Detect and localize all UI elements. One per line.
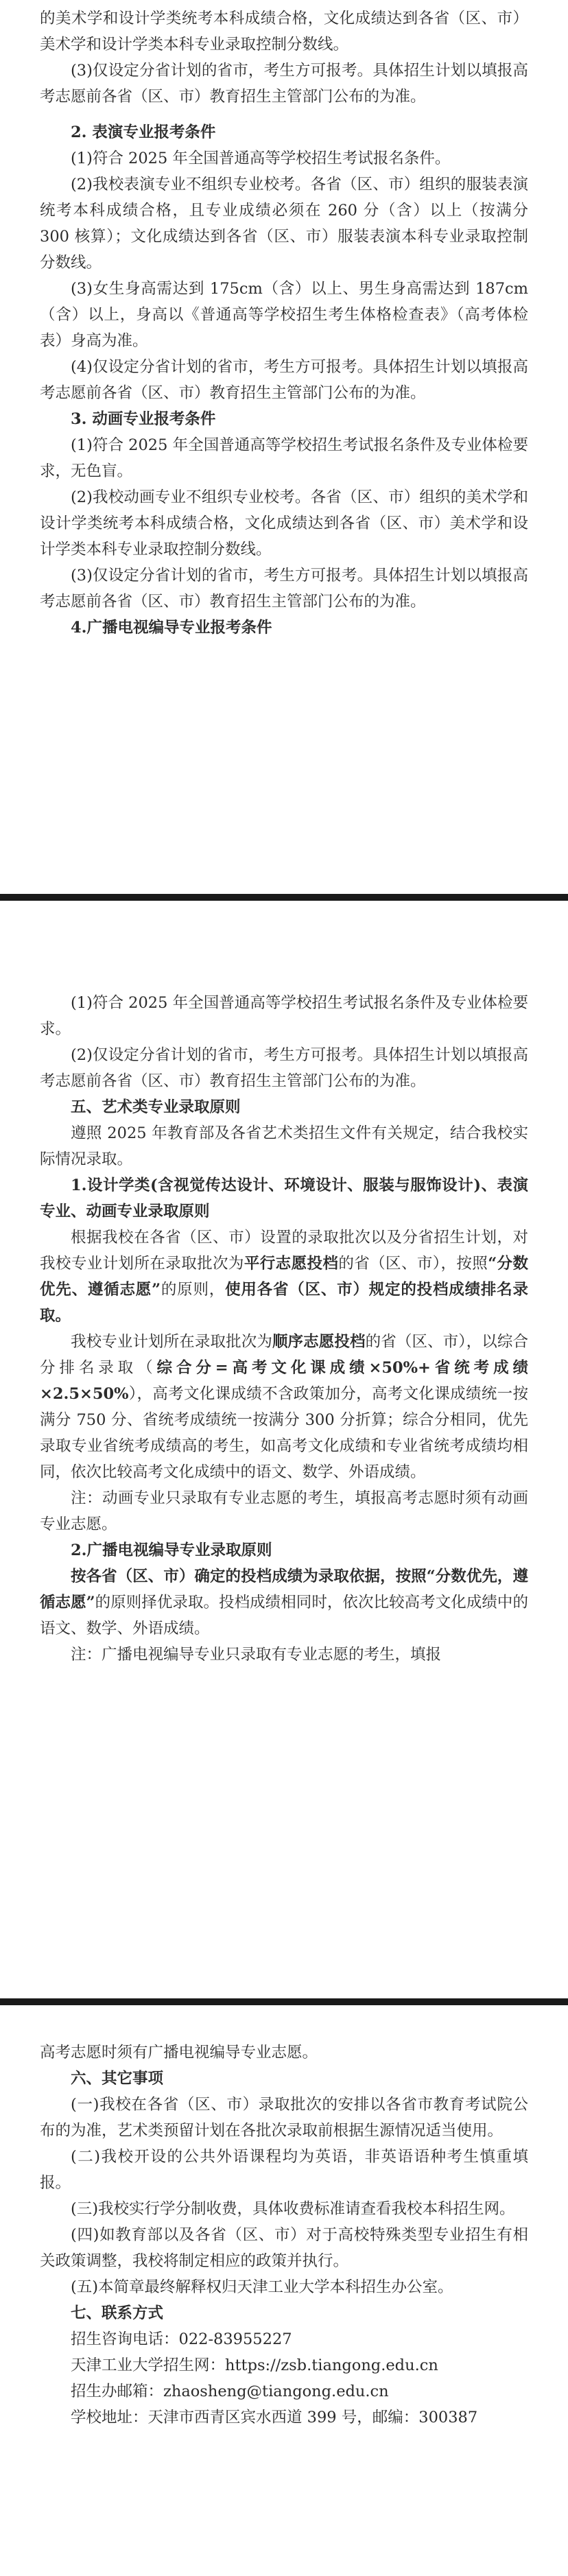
contact-phone: 招生咨询电话：022-83955227: [71, 2330, 292, 2348]
broadcast-admission-note: 注：广播电视编导专业只录取有专业志愿的考生，填报: [71, 1646, 442, 1664]
section-5-heading: 五、艺术类专业录取原则: [71, 1098, 241, 1116]
broadcast-admission-rule: 按各省（区、市）确定的投档成绩为录取依据，按照“分数优先，遵循志愿”的原则择优录取。投档成绩相同时，依次比较高考文化成绩中的语文、数学、外语成绩。: [40, 1568, 528, 1638]
animation-heading: 3. 动画专业报考条件: [71, 410, 216, 428]
art-design-requirement-3: (3)仅设定分省计划的省市，考生方可报考。具体招生计划以填报高考志愿前各省（区、市）教育招生主管部门公布的为准。: [40, 62, 528, 106]
design-admission-parallel: 根据我校在各省（区、市）设置的录取批次以及分省招生计划，对我校专业计划所在录取批次为平行志愿投档的省（区、市），按照“分数优先、遵循志愿”的原则，使用各省（区、市）规定的投档成绩排名录取。: [40, 1229, 528, 1325]
document-page-3: [0, 2005, 568, 2576]
performance-requirement-1: (1)符合 2025 年全国普通高等学校招生考试报名条件。: [71, 150, 451, 167]
other-item-5: (五)本简章最终解释权归天津工业大学本科招生办公室。: [71, 2278, 453, 2296]
page-divider: [0, 1998, 568, 2005]
animation-requirement-2: (2)我校动画专业不组织专业校考。各省（区、市）组织的美术学和设计学类统考本科成绩合格，文化成绩达到各省（区、市）美术学和设计学类本科专业录取控制分数线。: [40, 488, 528, 558]
design-admission-note: 注：动画专业只录取有专业志愿的考生，填报高考志愿时须有动画专业志愿。: [40, 1489, 528, 1533]
other-item-1: (一)我校在各省（区、市）录取批次的安排以各省市教育考试院公布的为准，艺术类预留计划在各批次录取前根据生源情况适当使用。: [40, 2096, 528, 2140]
animation-requirement-3: (3)仅设定分省计划的省市，考生方可报考。具体招生计划以填报高考志愿前各省（区、市）教育招生主管部门公布的为准。: [40, 567, 528, 611]
performance-requirement-4: (4)仅设定分省计划的省市，考生方可报考。具体招生计划以填报高考志愿前各省（区、市）教育招生主管部门公布的为准。: [40, 358, 528, 402]
document-page-1: [0, 0, 568, 886]
other-item-2: (二)我校开设的公共外语课程均为英语，非英语语种考生慎重填报。: [40, 2148, 528, 2192]
design-admission-sequential: 我校专业计划所在录取批次为顺序志愿投档的省（区、市），以综合分排名录取（综合分=高考文化课成绩×50%+省统考成绩×2.5×50%），高考文化课成绩不含政策加分，高考文化课成绩统一按满分 750 分、省统考成绩统一按满分 300 分折算；综合分相同，优先录取专业省统考成绩高的考生，如高考文化成绩和专业省统考成绩均相同，依次比较高考文化成绩中的语文、数学、外语成绩。: [40, 1333, 528, 1481]
broadcast-requirement-1: (1)符合 2025 年全国普通高等学校招生考试报名条件及专业体检要求。: [40, 994, 528, 1038]
animation-requirement-1: (1)符合 2025 年全国普通高等学校招生考试报名条件及专业体检要求，无色盲。: [40, 436, 528, 480]
section-5-intro: 遵照 2025 年教育部及各省艺术类招生文件有关规定，结合我校实际情况录取。: [40, 1124, 528, 1168]
contact-email[interactable]: 招生办邮箱：zhaosheng@tiangong.edu.cn: [71, 2383, 389, 2400]
other-item-4: (四)如教育部以及各省（区、市）对于高校特殊类型专业招生有相关政策调整，我校将制定相应的政策并执行。: [40, 2226, 528, 2270]
broadcast-requirement-2: (2)仅设定分省计划的省市，考生方可报考。具体招生计划以填报高考志愿前各省（区、市）教育招生主管部门公布的为准。: [40, 1046, 528, 1090]
performance-requirement-3: (3)女生身高需达到 175cm（含）以上、男生身高需达到 187cm（含）以上，身高以《普通高等学校招生考生体格检查表》（高考体检表）身高为准。: [40, 280, 528, 350]
broadcast-note-tail: 高考志愿时须有广播电视编导专业志愿。: [40, 2044, 318, 2061]
art-design-requirement-tail: 的美术学和设计学类统考本科成绩合格，文化成绩达到各省（区、市）美术学和设计学类本科专业录取控制分数线。: [40, 10, 528, 54]
other-item-3: (三)我校实行学分制收费，具体收费标准请查看我校本科招生网。: [71, 2200, 515, 2218]
contact-address: 学校地址：天津市西青区宾水西道 399 号，邮编：300387: [71, 2409, 478, 2426]
broadcast-admission-heading: 2.广播电视编导专业录取原则: [71, 1541, 272, 1559]
page-divider: [0, 894, 568, 901]
design-admission-heading: 1.设计学类(含视觉传达设计、环境设计、服装与服饰设计)、表演专业、动画专业录取原则: [40, 1177, 528, 1220]
section-7-heading: 七、联系方式: [71, 2304, 164, 2322]
contact-website[interactable]: 天津工业大学招生网：https://zsb.tiangong.edu.cn: [71, 2356, 438, 2374]
document-page-2: [0, 901, 568, 1992]
performance-requirement-2: (2)我校表演专业不组织专业校考。各省（区、市）组织的服装表演统考本科成绩合格，且专业成绩必须在 260 分（含）以上（按满分 300 核算）；文化成绩达到各省（区、市）服装表演本科专业录取控制分数线。: [40, 176, 528, 272]
broadcast-heading: 4.广播电视编导专业报考条件: [71, 619, 272, 637]
performance-heading: 2. 表演专业报考条件: [71, 123, 216, 141]
section-6-heading: 六、其它事项: [71, 2070, 164, 2088]
